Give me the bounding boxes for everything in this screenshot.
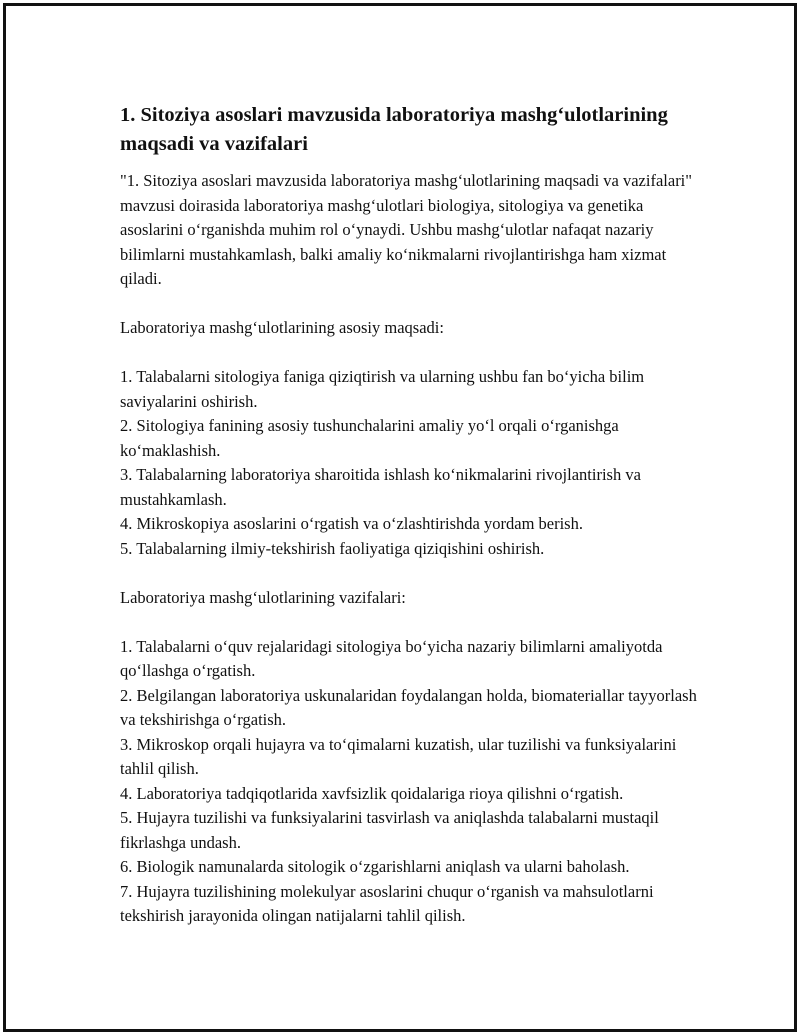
document-body [120,101,700,953]
task-item: 3. Mikroskop orqali hujayra va to‘qimalarni kuzatish, ular tuzilishi va funksiyalarini tahlil qilish. [120,734,677,778]
intro-paragraph: "1. Sitoziya asoslari mavzusida laboratoriya mashg‘ulotlarining maqsadi va vazifalari" mavzusi doirasida laboratoriya mashg‘ulotlari biologiya, sitologiya va genetika asoslarini o‘rganishda muhim rol o‘ynaydi. Ushbu mashg‘ulotlar nafaqat nazariy bilimlarni mustahkamlash, balki amaliy ko‘nikmalarni rivojlantirishga ham xizmat qiladi. [120,171,693,288]
goal-item: 3. Talabalarning laboratoriya sharoitida ishlash ko‘nikmalarini rivojlantirish va mustahkamlash. [120,465,641,509]
task-item: 5. Hujayra tuzilishi va funksiyalarini tasvirlash va aniqlashda talabalarni mustaqil fikrlashga undash. [120,808,659,852]
task-item: 7. Hujayra tuzilishining molekulyar asoslarini chuqur o‘rganish va mahsulotlarni tekshirish jarayonida olingan natijalarni tahlil qilish. [120,881,654,925]
task-item: 1. Talabalarni o‘quv rejalaridagi sitologiya bo‘yicha nazariy bilimlarni amaliyotda qo‘llashga o‘rgatish. [120,636,663,680]
tasks-list [120,635,700,929]
goal-item: 4. Mikroskopiya asoslarini o‘rgatish va o‘zlashtirishda yordam berish. [120,514,583,533]
goal-item: 1. Talabalarni sitologiya faniga qiziqtirish va ularning ushbu fan bo‘yicha bilim saviyalarini oshirish. [120,367,645,411]
document-page [3,3,797,1032]
task-item: 2. Belgilangan laboratoriya uskunalaridan foydalangan holda, biomateriallar tayyorlash va tekshirishga o‘rgatish. [120,685,697,729]
goal-item: 2. Sitologiya fanining asosiy tushunchalarini amaliy yo‘l orqali o‘rganishga ko‘maklashish. [120,416,619,460]
document-title: 1. Sitoziya asoslari mavzusida laboratoriya mashg‘ulotlarining maqsadi va vazifalari [120,104,668,155]
task-item: 4. Laboratoriya tadqiqotlarida xavfsizlik qoidalariga rioya qilishni o‘rgatish. [120,783,624,803]
task-item: 6. Biologik namunalarda sitologik o‘zgarishlarni aniqlash va ularni baholash. [120,857,630,876]
goals-heading: Laboratoriya mashg‘ulotlarining asosiy maqsadi: [120,318,444,337]
goal-item: 5. Talabalarning ilmiy-tekshirish faoliyatiga qiziqishini oshirish. [120,538,545,558]
goals-list [120,365,700,561]
tasks-heading: Laboratoriya mashg‘ulotlarining vazifalari: [120,587,406,607]
